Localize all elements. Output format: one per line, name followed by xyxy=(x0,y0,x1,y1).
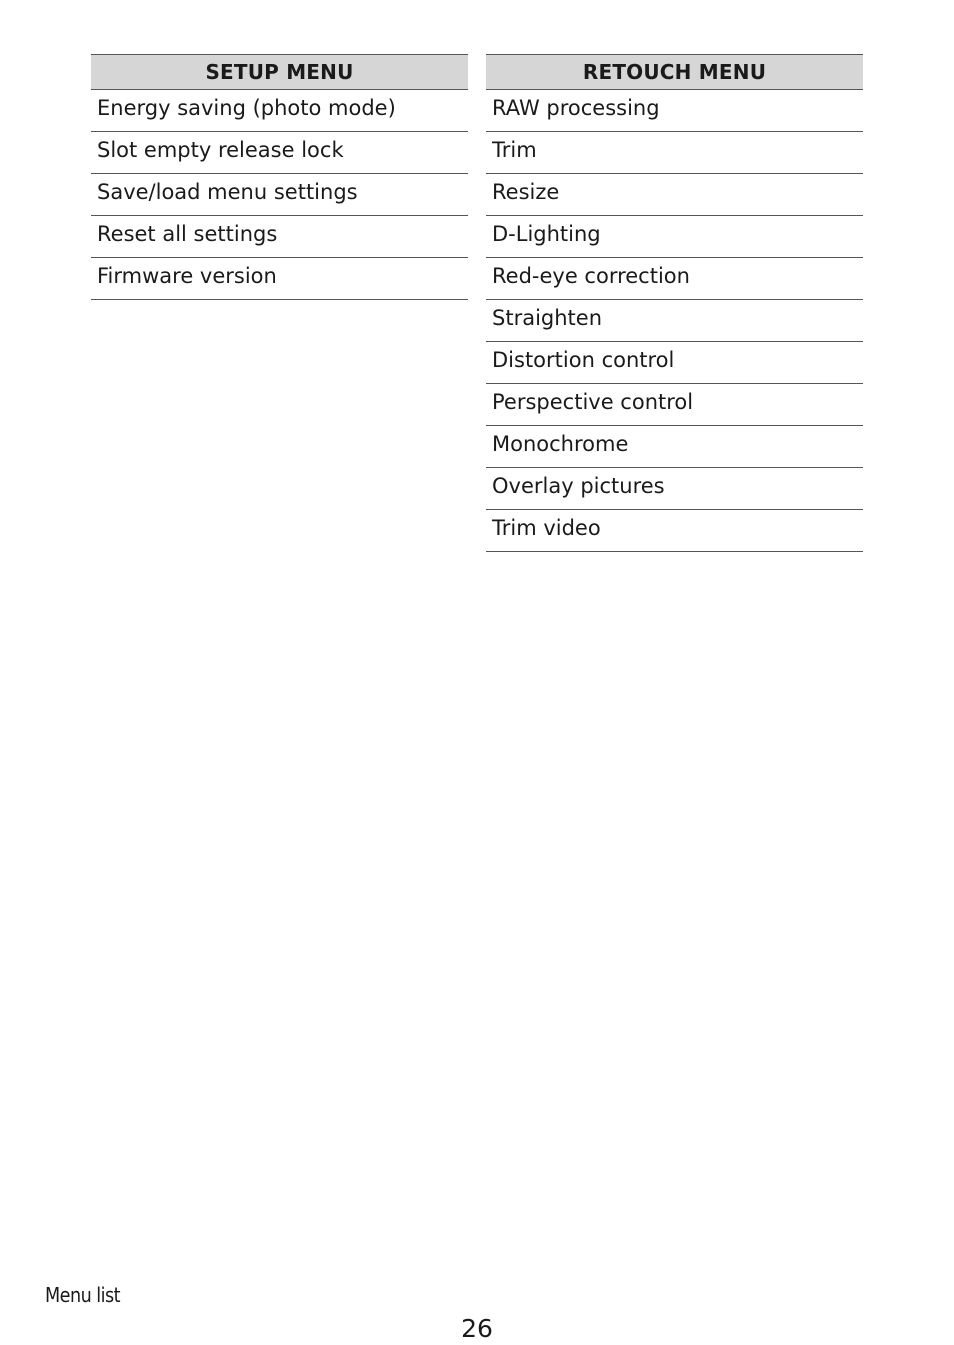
retouch-menu-item: Monochrome xyxy=(486,426,863,468)
page-number: 26 xyxy=(461,1314,493,1343)
retouch-menu-item: Distortion control xyxy=(486,342,863,384)
setup-menu-item: Reset all settings xyxy=(91,216,468,258)
setup-menu-header: SETUP MENU xyxy=(91,55,468,90)
setup-menu-table xyxy=(91,54,468,300)
retouch-menu-item: Resize xyxy=(486,174,863,216)
retouch-menu-item: Trim video xyxy=(486,510,863,552)
retouch-menu-header: RETOUCH MENU xyxy=(486,55,863,90)
setup-menu-item: Firmware version xyxy=(91,258,468,300)
retouch-menu-item: D-Lighting xyxy=(486,216,863,258)
retouch-menu-item: Red-eye correction xyxy=(486,258,863,300)
retouch-menu-item: Perspective control xyxy=(486,384,863,426)
retouch-menu-item: Overlay pictures xyxy=(486,468,863,510)
retouch-menu-item: Straighten xyxy=(486,300,863,342)
retouch-menu-item: RAW processing xyxy=(486,90,863,132)
retouch-menu-table xyxy=(486,54,863,552)
setup-menu-item: Save/load menu settings xyxy=(91,174,468,216)
retouch-menu-item: Trim xyxy=(486,132,863,174)
setup-menu-item: Slot empty release lock xyxy=(91,132,468,174)
setup-menu-item: Energy saving (photo mode) xyxy=(91,90,468,132)
section-label: Menu list xyxy=(45,1283,121,1307)
